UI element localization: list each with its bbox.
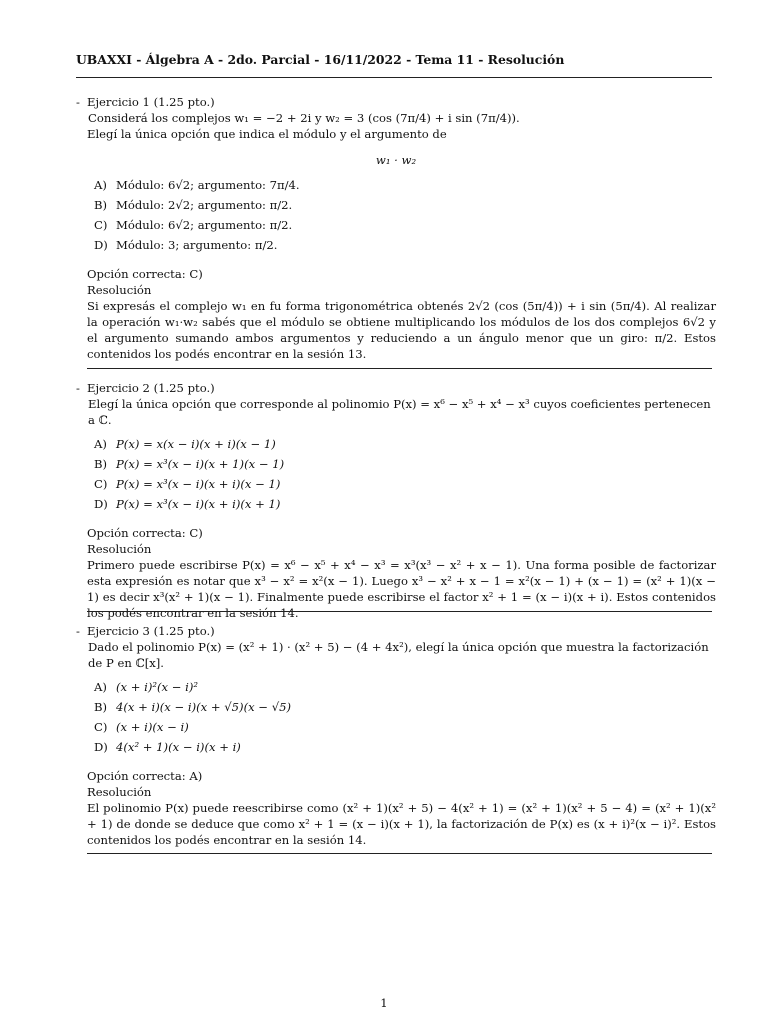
option-d: D) P(x) = x³(x − i)(x + i)(x + 1) (94, 496, 281, 511)
option-d: D) Módulo: 3; argumento: π/2. (94, 237, 278, 252)
page-number: 1 (380, 996, 388, 1010)
correct-answer: Opción correcta: C) (87, 525, 203, 540)
resolution-text: El polinomio P(x) puede reescribirse como (x² + 1)(x² + 5) − 4(x² + 1) = (x² + 1)(x² + 5 − 4) = (x² + 1)(x² + 1) de donde se deduce que como x² + 1 = (x − i)(x + 1), la factorización de P(x) es (x + i)²(x − i)². Estos contenidos los podés encontrar en la sesión 14. (87, 800, 716, 847)
resolution-heading: Resolución (87, 784, 152, 799)
option-c: C) (x + i)(x − i) (94, 719, 189, 734)
resolution-heading: Resolución (87, 541, 152, 556)
option-b: B) P(x) = x³(x − i)(x + 1)(x − 1) (94, 456, 285, 471)
section-divider (87, 368, 712, 369)
document-header: UBAXXI - Álgebra A - 2do. Parcial - 16/11/2022 - Tema 11 - Resolución (76, 52, 565, 67)
exercise-2 (76, 381, 716, 622)
option-b: B) 4(x + i)(x − i)(x + √5)(x − √5) (94, 699, 291, 714)
option-c: C) Módulo: 6√2; argumento: π/2. (94, 217, 293, 232)
options-list (94, 680, 716, 760)
option-a: A) Módulo: 6√2; argumento: 7π/4. (94, 177, 300, 192)
option-b: B) Módulo: 2√2; argumento: π/2. (94, 197, 293, 212)
exercise-title: - Ejercicio 2 (1.25 pto.) (76, 381, 215, 395)
option-d: D) 4(x² + 1)(x − i)(x + i) (94, 739, 241, 754)
exercise-1 (76, 95, 716, 363)
header-divider (76, 77, 712, 78)
exercise-statement: Considerá los complejos w₁ = −2 + 2i y w₂ = 3 (cos (7π/4) + i sin (7π/4)). (88, 110, 520, 125)
option-c: C) P(x) = x³(x − i)(x + i)(x − 1) (94, 476, 281, 491)
section-divider (87, 853, 712, 854)
options-list (94, 178, 716, 258)
target-formula: w₁ · w₂ (375, 152, 417, 167)
exercise-3 (76, 624, 716, 849)
section-divider (87, 611, 712, 612)
exercise-statement: Dado el polinomio P(x) = (x² + 1) · (x² + 5) − (4 + 4x²), elegí la única opción que muestra la factorización de P en ℂ[x]. (88, 639, 709, 670)
exercise-statement: Elegí la única opción que corresponde al polinomio P(x) = x⁶ − x⁵ + x⁴ − x³ cuyos coeficientes pertenecen a ℂ. (88, 396, 711, 427)
resolution-text: Si expresás el complejo w₁ en fu forma trigonométrica obtenés 2√2 (cos (5π/4)) + i sin (5π/4). Al realizar la operación w₁·w₂ sabés que el módulo se obtiene multiplicando los módulos de los dos complejos 6√2 y el argumento sumando ambos argumentos y reduciendo a un ángulo menor que un giro: π/2. Estos contenidos los podés encontrar en la sesión 13. (87, 298, 716, 361)
option-a: A) (x + i)²(x − i)² (94, 679, 199, 694)
resolution-heading: Resolución (87, 282, 152, 297)
exercise-title: - Ejercicio 3 (1.25 pto.) (76, 624, 215, 638)
exercise-statement-2: Elegí la única opción que indica el módulo y el argumento de (87, 126, 447, 141)
exercise-title: - Ejercicio 1 (1.25 pto.) (76, 95, 215, 109)
correct-answer: Opción correcta: A) (87, 768, 203, 783)
option-a: A) P(x) = x(x − i)(x + i)(x − 1) (94, 436, 276, 451)
correct-answer: Opción correcta: C) (87, 266, 203, 281)
options-list (94, 437, 716, 517)
resolution-text: Primero puede escribirse P(x) = x⁶ − x⁵ + x⁴ − x³ = x³(x³ − x² + x − 1). Una forma posible de factorizar esta expresión es notar que x³ − x² = x²(x − 1). Luego x³ − x² + x − 1 = x²(x − 1) + (x − 1) = (x² + 1)(x − 1) es decir x³(x² + 1)(x − 1). Finalmente puede escribirse el factor x² + 1 = (x − i)(x + i). Estos contenidos los podés encontrar en la sesión 14. (87, 557, 716, 620)
